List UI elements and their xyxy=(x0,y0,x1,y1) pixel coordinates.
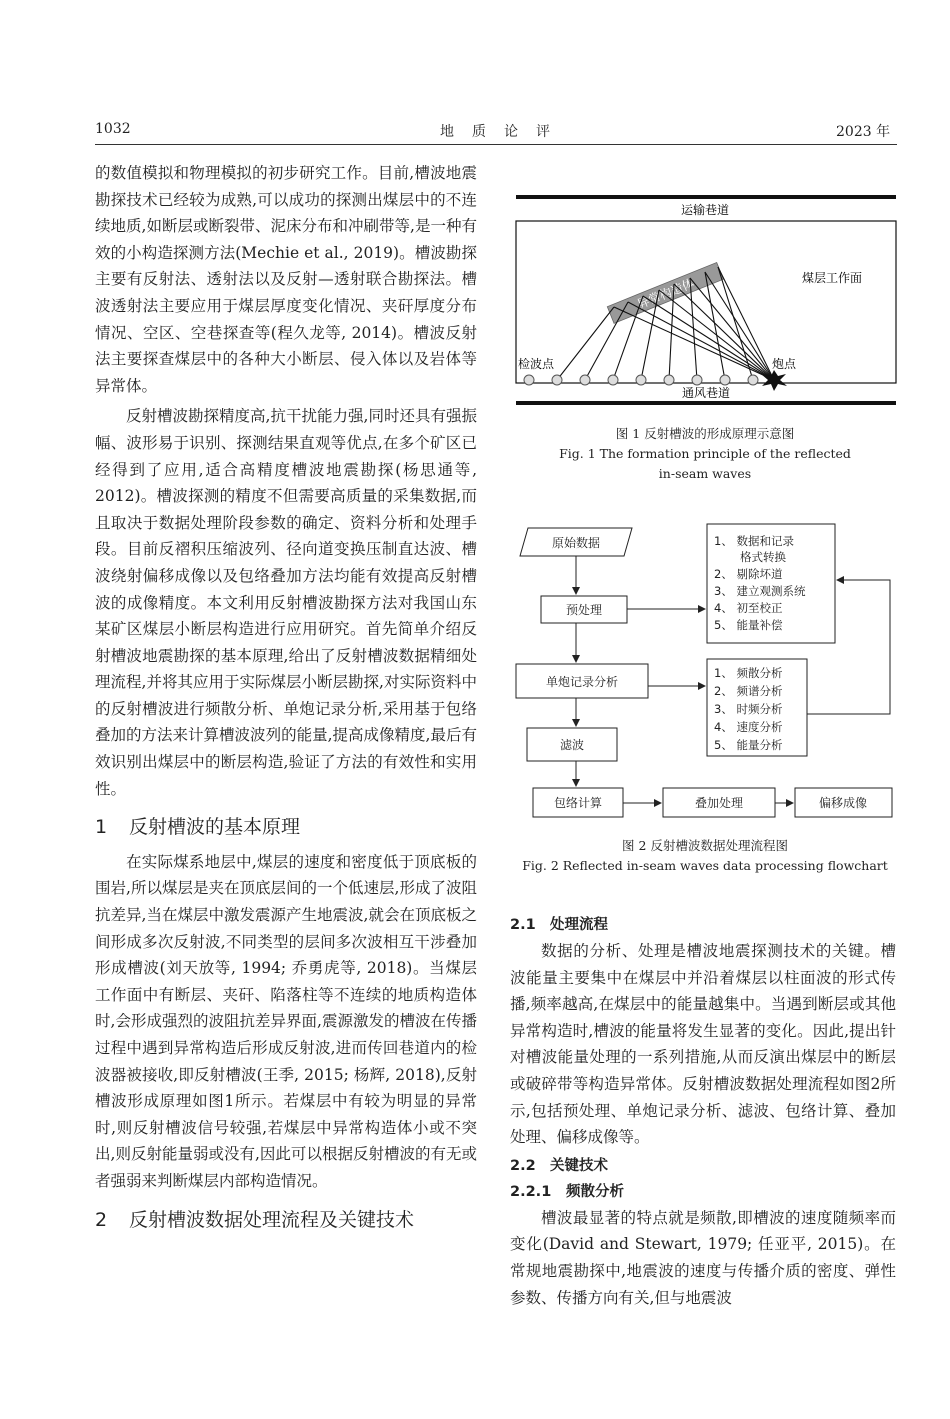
caption-cn: 图 1 反射槽波的形成原理示意图 xyxy=(615,426,795,441)
stacking-label: 叠加处理 xyxy=(694,796,744,810)
receiver-point xyxy=(524,375,534,385)
figure-1-diagram xyxy=(510,190,900,415)
section-heading-1 xyxy=(95,814,477,841)
pre-step: 3、 建立观测系统 xyxy=(714,584,806,598)
shot-label: 炮点 xyxy=(772,357,797,371)
pre-step: 2、 剔除坏道 xyxy=(714,567,783,581)
section-title: 反射槽波的基本原理 xyxy=(129,816,301,839)
pre-step: 4、 初至校正 xyxy=(714,601,783,615)
journal-name: 地 质 论 评 xyxy=(440,124,552,140)
section-title: 反射槽波数据处理流程及关键技术 xyxy=(129,1208,415,1231)
top-road-label: 运输巷道 xyxy=(680,203,730,217)
analysis-step: 1、 频散分析 xyxy=(714,666,783,680)
paragraph: 的数值模拟和物理模拟的初步研究工作。目前,槽波地震勘探技术已经较为成熟,可以成功的探测出煤层中的不连续地质,如断层或断裂带、泥床分布和冲刷带等,是一种有效的小构造探测方法(Mechie et al., 2019)。槽波勘探主要有反射法、透射法以及反射—透射联合勘探法。槽波透射法主要应用于煤层厚度变化情况、夹矸厚度分布情况、空区、空巷探查等(程久龙等, 2014)。槽波反射法主要探查煤层中的各种大小断层、侵入体以及岩体等异常体。 xyxy=(95,164,477,395)
caption-en: Fig. 2 Reflected in-seam waves data processing flowchart xyxy=(522,858,888,873)
subsection-number: 2.2 xyxy=(510,1157,536,1174)
caption-en: Fig. 1 The formation principle of the reflected xyxy=(559,446,851,461)
paragraph: 在实际煤系地层中,煤层的速度和密度低于顶底板的围岩,所以煤层是夹在顶底层间的一个低速层,形成了波阻抗差异,当在煤层中激发震源产生地震波,就会在顶底板之间形成多次反射波,不同类型的层间多次波相互干涉叠加形成槽波(刘天放等, 1994; 乔勇虎等, 2018)。当煤层工作面中有断层、夹矸、陷落柱等不连续的地质构造体时,会形成强烈的波阻抗差异界面,震源激发的槽波在传播过程中遇到异常构造后形成反射波,进而传回巷道内的检波器被接收,即反射槽波(王季, 2015; 杨辉, 2018),反射槽波形成原理如图1所示。若煤层中有较为明显的异常时,则反射槽波信号较强,若煤层中异常构造体小或不突出,则反射能量弱或没有,因此可以根据反射槽波的有无或者强弱来判断煤层内部构造情况。 xyxy=(95,852,477,1190)
preprocess-label: 预处理 xyxy=(565,603,603,617)
receiver-points xyxy=(524,375,758,385)
subsection-number: 2.2.1 xyxy=(510,1183,552,1200)
subsection-number: 2.1 xyxy=(510,917,536,933)
right-column xyxy=(510,912,896,1311)
anomaly-label: 异常构造体 xyxy=(635,276,697,312)
receiver-point xyxy=(552,375,562,385)
caption-en: in-seam waves xyxy=(658,466,752,481)
subsection-heading-2-2-1 xyxy=(510,1179,896,1205)
receiver-point xyxy=(608,375,618,385)
analysis-step: 3、 时频分析 xyxy=(714,702,783,716)
single-shot-label: 单炮记录分析 xyxy=(545,675,619,689)
caption-cn: 图 2 反射槽波数据处理流程图 xyxy=(622,838,788,853)
subsection-heading-2-2 xyxy=(510,1153,896,1179)
subsection-heading-2-1 xyxy=(510,912,896,938)
receiver-point xyxy=(664,375,674,385)
pre-step: 格式转换 xyxy=(740,550,786,564)
envelope-label: 包络计算 xyxy=(553,796,603,810)
analysis-step: 2、 频谱分析 xyxy=(714,684,783,698)
receiver-point xyxy=(580,375,590,385)
left-column xyxy=(95,160,477,1241)
issue-year: 2023 年 xyxy=(836,124,891,140)
pre-step: 1、 数据和记录 xyxy=(714,534,794,548)
bottom-road-label: 通风巷道 xyxy=(681,386,731,400)
analysis-step: 5、 能量分析 xyxy=(714,738,783,752)
paragraph: 槽波最显著的特点就是频散,即槽波的速度随频率而变化(David and Stewart, 1979; 任亚平, 2015)。在常规地震勘探中,地震波的速度与传播介质的密度、弹性参数、传播方向有关,但与地震波 xyxy=(510,1208,896,1307)
header-rule xyxy=(95,144,897,145)
page-number: 1032 xyxy=(95,121,131,137)
pre-step: 5、 能量补偿 xyxy=(714,618,783,632)
figure-1-caption xyxy=(515,424,895,484)
receiver-point xyxy=(748,375,758,385)
subsection-title: 频散分析 xyxy=(566,1183,624,1200)
figure-2-flowchart xyxy=(510,518,900,828)
paragraph: 数据的分析、处理是槽波地震探测技术的关键。槽波能量主要集中在煤层中并沿着煤层以柱面波的形式传播,频率越高,在煤层中的能量越集中。当遇到断层或其他异常构造时,槽波的能量将发生显著的变化。因此,提出针对槽波能量处理的一系列措施,从而反演出煤层中的断层或破碎带等构造异常体。反射槽波数据处理流程如图2所示,包括预处理、单炮记录分析、滤波、包络计算、叠加处理、偏移成像等。 xyxy=(510,942,896,1147)
analysis-step: 4、 速度分析 xyxy=(714,720,783,734)
receiver-label: 检波点 xyxy=(518,357,555,371)
subsection-title: 处理流程 xyxy=(550,917,608,933)
subsection-title: 关键技术 xyxy=(550,1157,608,1174)
section-number: 2 xyxy=(95,1208,108,1231)
paragraph: 反射槽波勘探精度高,抗干扰能力强,同时还具有强振幅、波形易于识别、探测结果直观等优点,在多个矿区已经得到了应用,适合高精度槽波地震勘探(杨思通等, 2012)。槽波探测的精度不但需要高质量的采集数据,而且取决于数据处理阶段参数的确定、资料分析和处理手段。目前反褶积压缩波列、径向道变换压制直达波、槽波绕射偏移成像以及包络叠加方法均能有效提高反射槽波的成像精度。本文利用反射槽波勘探方法对我国山东某矿区煤层小断层构造进行应用研究。首先简单介绍反射槽波地震勘探的基本原理,给出了反射槽波数据精细处理流程,并将其应用于实际煤层小断层勘探,对实际资料中的反射槽波进行频散分析、单炮记录分析,采用基于包络叠加的方法来计算槽波波列的能量,提高成像精度,最后有效识别出煤层中的断层构造,验证了方法的有效性和实用性。 xyxy=(95,407,477,798)
section-number: 1 xyxy=(95,816,108,839)
figure-2-caption xyxy=(515,836,895,876)
section-heading-2 xyxy=(95,1207,477,1234)
receiver-point xyxy=(720,375,730,385)
receiver-point xyxy=(636,375,646,385)
migration-label: 偏移成像 xyxy=(818,796,868,810)
workface-label: 煤层工作面 xyxy=(801,271,863,285)
receiver-point xyxy=(692,375,702,385)
filter-label: 滤波 xyxy=(559,738,585,752)
raw-data-label: 原始数据 xyxy=(551,536,601,550)
